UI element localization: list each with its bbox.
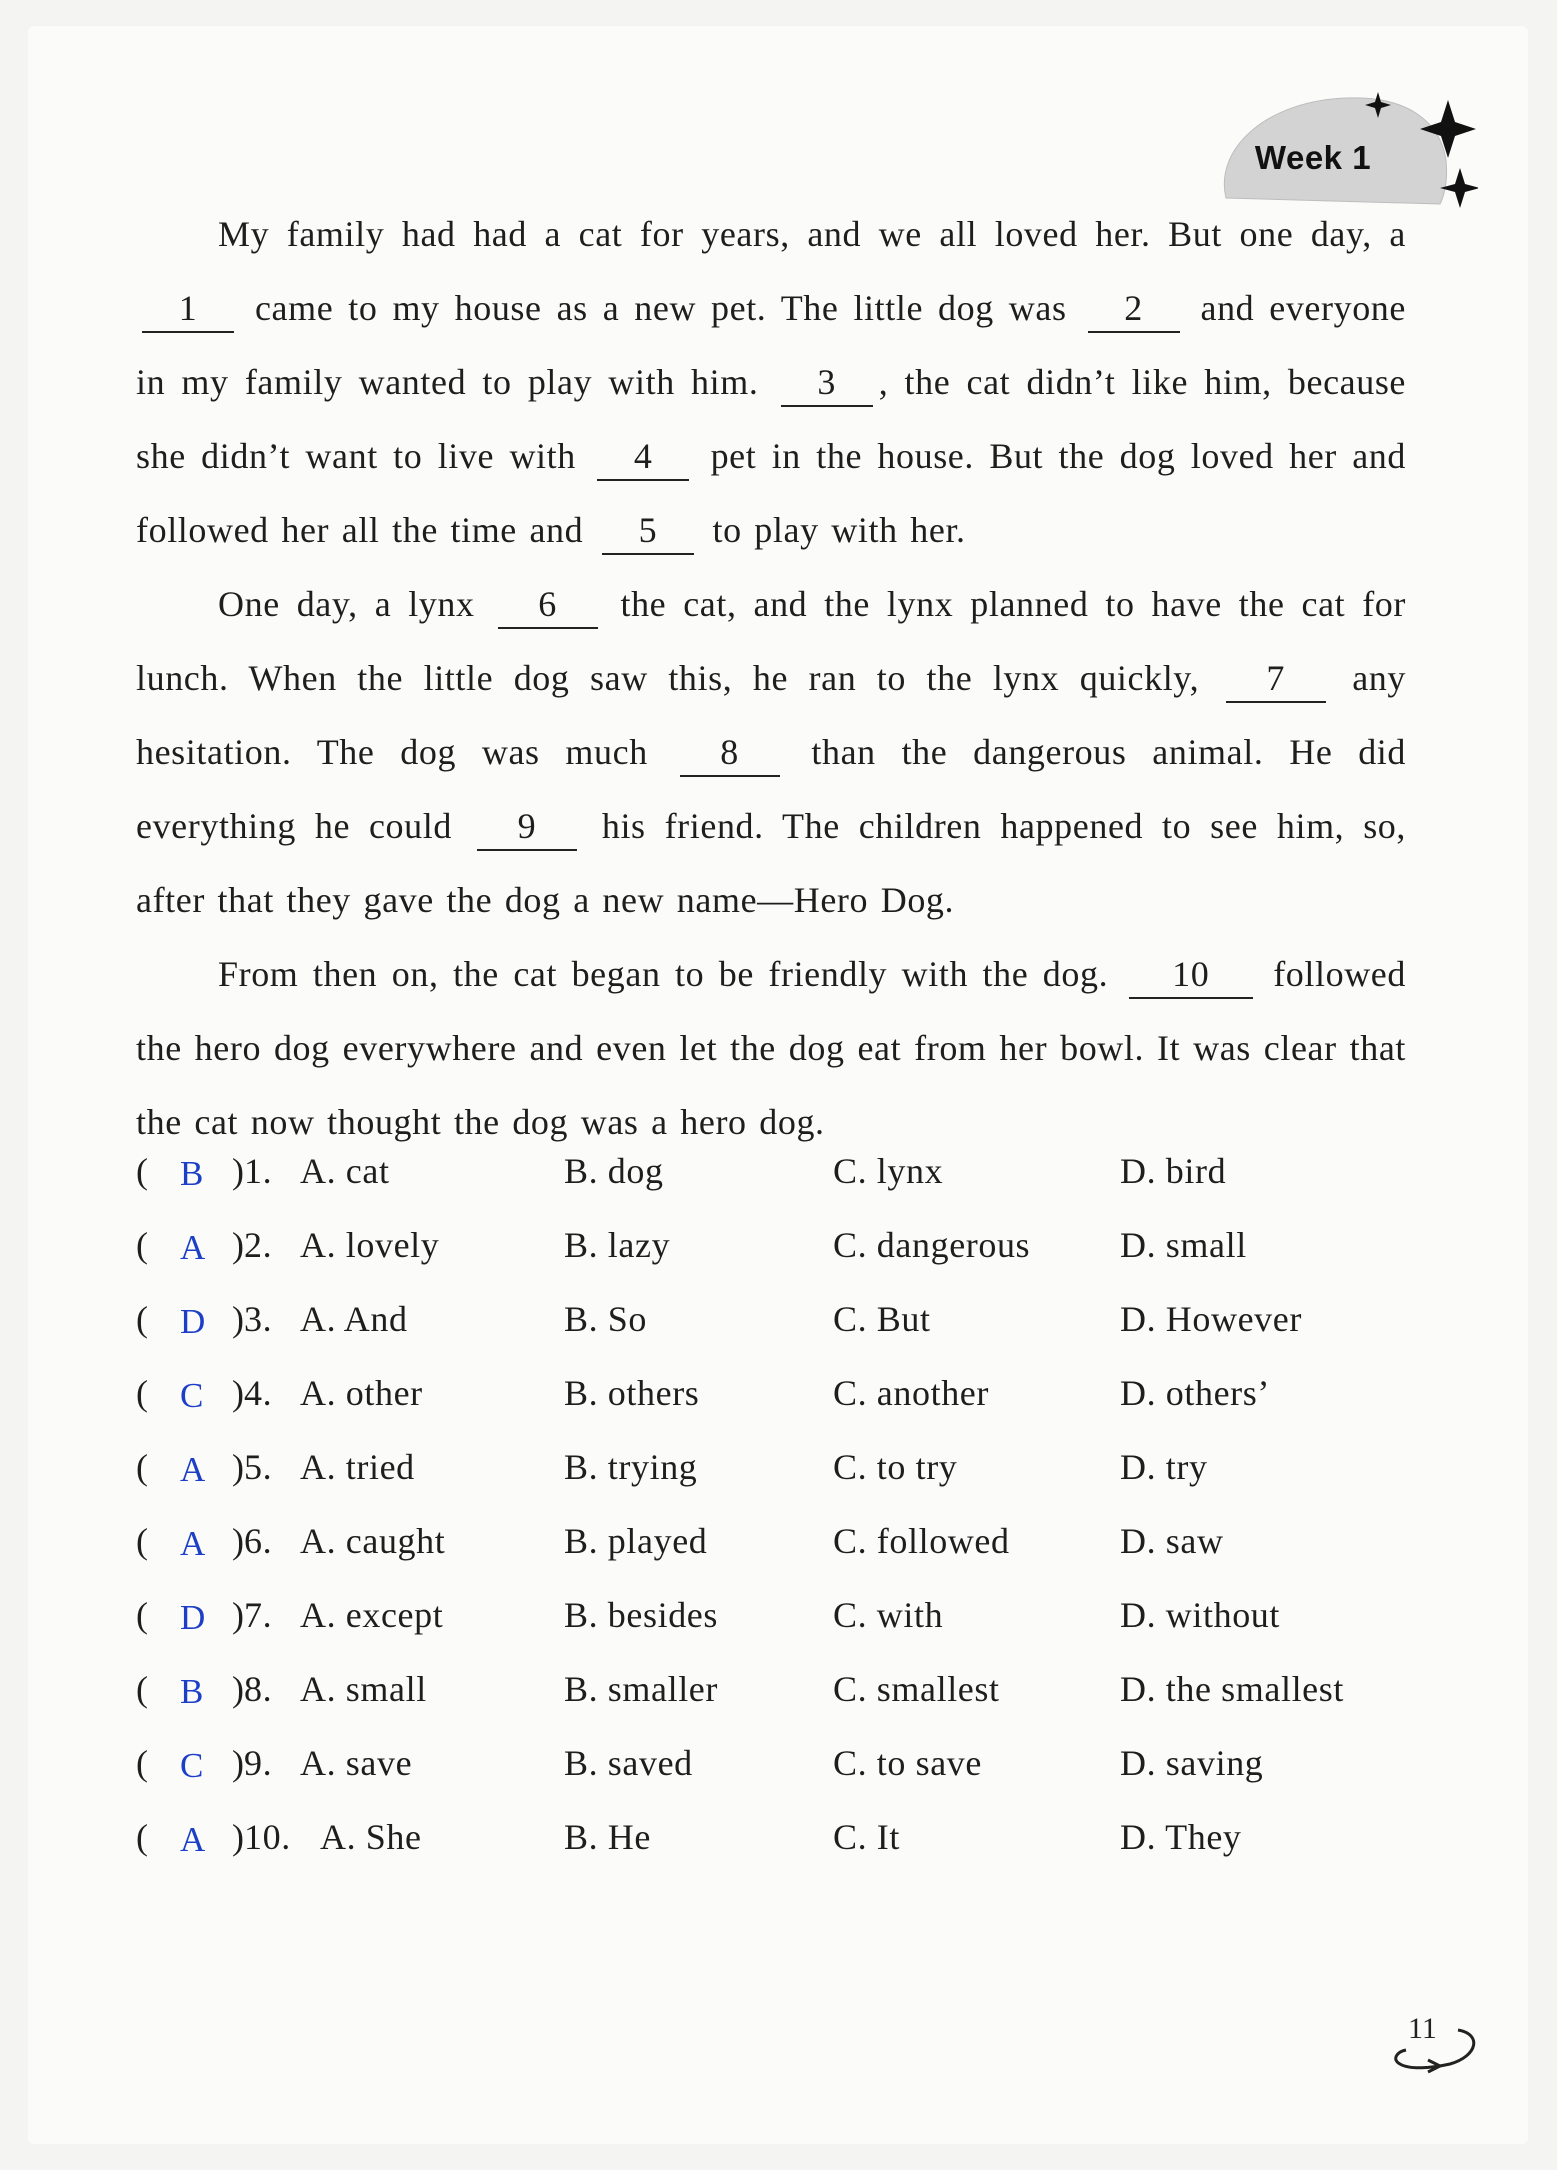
passage-text: One day, a lynx <box>218 584 475 624</box>
passage-text: than the dangerous animal. He did everything he could <box>136 732 1406 846</box>
paren-open: ( <box>136 1447 149 1487</box>
paragraph-2 <box>136 567 1406 937</box>
option-c: C. to try <box>833 1447 958 1487</box>
option-a: A. She <box>320 1817 422 1857</box>
option-c: C. another <box>833 1373 989 1413</box>
paren-open: ( <box>136 1373 149 1413</box>
question-number: 4. <box>244 1373 273 1413</box>
question-number: 3. <box>244 1299 273 1339</box>
option-b: B. besides <box>564 1595 718 1635</box>
paren-close: ) <box>232 1447 245 1487</box>
option-c: C. with <box>833 1595 944 1635</box>
question-row <box>136 1298 1436 1372</box>
paren-open: ( <box>136 1299 149 1339</box>
week-badge-label: Week 1 <box>1254 139 1372 176</box>
option-d: D. try <box>1120 1447 1208 1487</box>
answer-mark: A <box>180 1450 206 1489</box>
option-d: D. saw <box>1120 1521 1224 1561</box>
option-b: B. He <box>564 1817 651 1857</box>
option-d: D. saving <box>1120 1743 1264 1783</box>
option-a: A. caught <box>300 1521 446 1561</box>
paren-close: ) <box>232 1151 245 1191</box>
answer-mark: B <box>180 1672 204 1711</box>
paren-close: ) <box>232 1225 245 1265</box>
option-b: B. saved <box>564 1743 693 1783</box>
blank-6: 6 <box>498 581 598 629</box>
passage-text: followed the hero dog everywhere and even let the dog eat from her bowl. It was clear that the cat now thought the dog was a hero dog. <box>136 954 1406 1142</box>
option-a: A. other <box>300 1373 423 1413</box>
paren-close: ) <box>232 1595 245 1635</box>
page-number: 11 <box>1408 2012 1437 2045</box>
question-row <box>136 1742 1436 1816</box>
question-row <box>136 1594 1436 1668</box>
answer-mark: A <box>180 1524 206 1563</box>
option-b: B. trying <box>564 1447 698 1487</box>
option-a: A. except <box>300 1595 444 1635</box>
blank-8: 8 <box>680 729 780 777</box>
passage-text: to play with her. <box>712 510 966 550</box>
question-number: 5. <box>244 1447 273 1487</box>
answer-mark: D <box>180 1302 206 1341</box>
paren-open: ( <box>136 1225 149 1265</box>
paren-close: ) <box>232 1743 245 1783</box>
answer-mark: A <box>180 1228 206 1267</box>
paren-open: ( <box>136 1151 149 1191</box>
question-row <box>136 1446 1436 1520</box>
passage-text: and everyone in my family wanted to play with him. <box>136 288 1406 402</box>
option-a: A. cat <box>300 1151 390 1191</box>
paren-close: ) <box>232 1373 245 1413</box>
question-number: 1. <box>244 1151 273 1191</box>
option-b: B. So <box>564 1299 648 1339</box>
question-row <box>136 1150 1436 1224</box>
option-c: C. lynx <box>833 1151 944 1191</box>
passage-text: his friend. The children happened to see him, so, after that they gave the dog a new name—Hero Dog. <box>136 806 1407 920</box>
option-c: C. But <box>833 1299 931 1339</box>
paren-open: ( <box>136 1669 149 1709</box>
option-b: B. others <box>564 1373 700 1413</box>
passage-text: came to my house as a new pet. The little dog was <box>254 288 1067 328</box>
option-a: A. small <box>300 1669 427 1709</box>
question-row <box>136 1372 1436 1446</box>
curved-arrow-icon <box>1370 2020 1490 2080</box>
passage-text: , the cat didn’t like him, because she didn’t want to live with <box>136 362 1407 476</box>
blank-4: 4 <box>597 433 689 481</box>
paren-close: ) <box>232 1817 245 1857</box>
paragraph-3 <box>136 937 1406 1159</box>
option-d: D. others’ <box>1120 1373 1270 1413</box>
question-row <box>136 1520 1436 1594</box>
option-c: C. smallest <box>833 1669 1000 1709</box>
paren-open: ( <box>136 1817 149 1857</box>
option-d: D. They <box>1120 1817 1242 1857</box>
option-c: C. to save <box>833 1743 982 1783</box>
option-d: D. small <box>1120 1225 1247 1265</box>
paren-open: ( <box>136 1521 149 1561</box>
passage-text: any hesitation. The dog was much <box>136 658 1406 772</box>
question-number: 10. <box>244 1817 291 1857</box>
question-number: 9. <box>244 1743 273 1783</box>
blank-7: 7 <box>1226 655 1326 703</box>
option-d: D. without <box>1120 1595 1281 1635</box>
paren-close: ) <box>232 1299 245 1339</box>
question-list <box>136 1150 1436 1890</box>
blank-2: 2 <box>1088 285 1180 333</box>
question-number: 7. <box>244 1595 273 1635</box>
answer-mark: C <box>180 1746 204 1785</box>
option-d: D. However <box>1120 1299 1302 1339</box>
answer-mark: C <box>180 1376 204 1415</box>
option-d: D. bird <box>1120 1151 1227 1191</box>
blank-9: 9 <box>477 803 577 851</box>
question-number: 6. <box>244 1521 273 1561</box>
option-b: B. dog <box>564 1151 664 1191</box>
option-a: A. lovely <box>300 1225 440 1265</box>
option-b: B. played <box>564 1521 708 1561</box>
option-c: C. It <box>833 1817 901 1857</box>
passage-text: pet in the house. But the dog loved her and followed her all the time and <box>136 436 1406 550</box>
option-a: A. And <box>300 1299 408 1339</box>
blank-10: 10 <box>1129 951 1253 999</box>
question-number: 2. <box>244 1225 273 1265</box>
question-number: 8. <box>244 1669 273 1709</box>
blank-3: 3 <box>781 359 873 407</box>
option-a: A. tried <box>300 1447 415 1487</box>
cloze-passage <box>136 197 1406 1159</box>
option-b: B. lazy <box>564 1225 671 1265</box>
option-a: A. save <box>300 1743 413 1783</box>
answer-mark: D <box>180 1598 206 1637</box>
option-c: C. followed <box>833 1521 1010 1561</box>
question-row <box>136 1668 1436 1742</box>
paren-close: ) <box>232 1669 245 1709</box>
passage-text: the cat, and the lynx planned to have the cat for lunch. When the little dog saw this, he ran to the lynx quickly, <box>136 584 1406 698</box>
paragraph-1 <box>136 197 1406 567</box>
paren-open: ( <box>136 1743 149 1783</box>
blank-5: 5 <box>602 507 694 555</box>
passage-text: From then on, the cat began to be friendly with the dog. <box>218 954 1109 994</box>
option-c: C. dangerous <box>833 1225 1031 1265</box>
option-b: B. smaller <box>564 1669 718 1709</box>
passage-text: My family had had a cat for years, and we all loved her. But one day, a <box>218 214 1406 254</box>
answer-mark: B <box>180 1154 204 1193</box>
answer-mark: A <box>180 1820 206 1859</box>
paren-open: ( <box>136 1595 149 1635</box>
question-row <box>136 1816 1436 1890</box>
option-d: D. the smallest <box>1120 1669 1344 1709</box>
paren-close: ) <box>232 1521 245 1561</box>
question-row <box>136 1224 1436 1298</box>
blank-1: 1 <box>142 285 234 333</box>
